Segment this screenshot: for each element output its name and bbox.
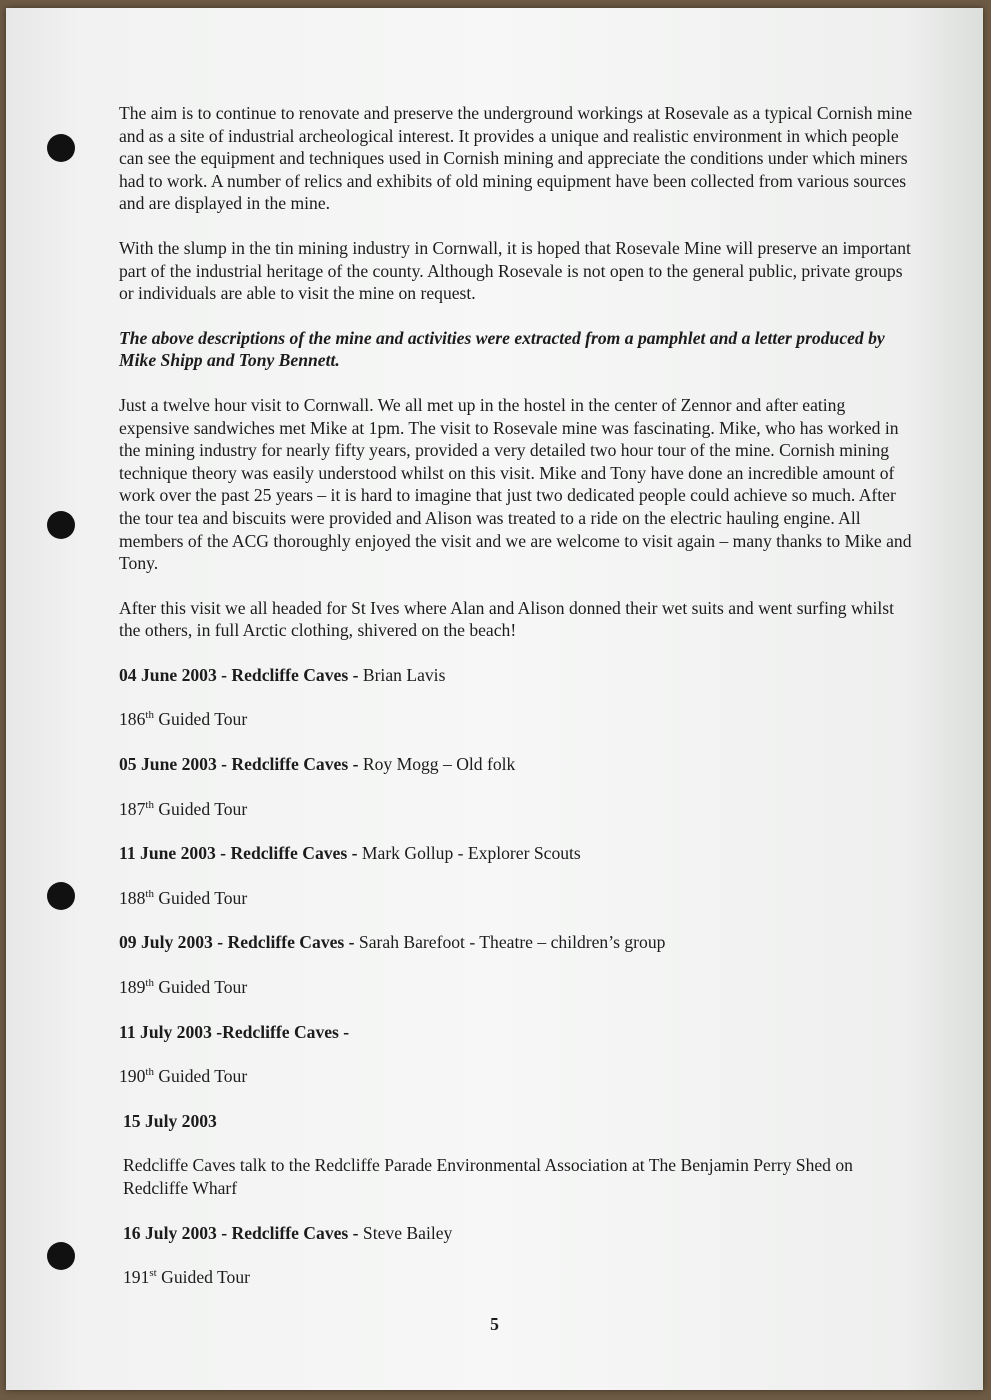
tour-suffix: th xyxy=(145,1066,154,1079)
entry-heading xyxy=(119,1222,919,1245)
tour-suffix: st xyxy=(149,1267,157,1280)
entry-date-title: 05 June 2003 - Redcliffe Caves - xyxy=(119,754,359,775)
punch-hole xyxy=(47,511,75,539)
talk-description: Redcliffe Caves talk to the Redcliffe Parade Environmental Association at The Benjamin Perry Shed on Redcliffe Wharf xyxy=(123,1155,853,1198)
tour-line xyxy=(119,708,919,731)
tour-suffix: th xyxy=(145,798,154,811)
entry-heading xyxy=(119,753,919,776)
paragraph-slump: With the slump in the tin mining industry in Cornwall, it is hoped that Rosevale Mine will preserve an important part of the industrial heritage of the county. Although Rosevale is not open to the general public, private groups or individuals are able to visit the mine on request. xyxy=(119,237,911,304)
paragraph-visit: Just a twelve hour visit to Cornwall. We all met up in the hostel in the center of Zennor and after eating expensive sandwiches met Mike at 1pm. The visit to Rosevale mine was fascinating. Mike, who has worked in the mining industry for nearly fifty years, provided a very detailed two hour tour of the mine. Cornish mining technique theory was easily understood whilst on this visit. Mike and Tony have done an incredible amount of work over the past 25 years – it is hard to imagine that just two dedicated people could achieve so much. After the tour tea and biscuits were provided and Alison was treated to a ride on the electric hauling engine. All members of the ACG thoroughly enjoyed the visit and we are welcome to visit again – many thanks to Mike and Tony. xyxy=(119,394,912,574)
tour-label: Guided Tour xyxy=(153,887,248,908)
document-body xyxy=(119,102,919,1311)
entry-date-title: 04 June 2003 - Redcliffe Caves - xyxy=(119,664,359,685)
entry-detail: Brian Lavis xyxy=(358,664,446,685)
tour-number: 186 xyxy=(119,709,146,730)
talk-date: 15 July 2003 xyxy=(123,1110,217,1131)
entry-heading xyxy=(119,1021,919,1044)
entry-heading xyxy=(119,664,919,687)
tour-number: 190 xyxy=(119,1066,146,1087)
tour-line xyxy=(119,1065,919,1088)
entry-date-title: 11 July 2003 -Redcliffe Caves - xyxy=(119,1021,350,1042)
tour-number: 189 xyxy=(119,977,146,998)
tour-line xyxy=(119,887,919,910)
entry-detail: Mark Gollup - Explorer Scouts xyxy=(357,843,581,864)
tour-label: Guided Tour xyxy=(153,709,248,730)
punch-hole xyxy=(47,1242,75,1270)
tour-number: 188 xyxy=(119,887,146,908)
tour-suffix: th xyxy=(145,977,154,990)
entry-detail: Sarah Barefoot - Theatre – children’s group xyxy=(354,932,666,953)
tour-label: Guided Tour xyxy=(153,798,248,819)
entry-detail: Roy Mogg – Old folk xyxy=(358,754,516,775)
entry-heading xyxy=(119,931,919,954)
paragraph-source-note: The above descriptions of the mine and activities were extracted from a pamphlet and a letter produced by Mike Shipp and Tony Bennett. xyxy=(119,327,885,371)
tour-number: 187 xyxy=(119,798,146,819)
tour-number: 191 xyxy=(123,1267,150,1288)
entry-date-title: 16 July 2003 - Redcliffe Caves - xyxy=(123,1222,359,1243)
punch-hole xyxy=(47,882,75,910)
paragraph-st-ives: After this visit we all headed for St Ives where Alan and Alison donned their wet suits and went surfing whilst the others, in full Arctic clothing, shivered on the beach! xyxy=(119,597,894,641)
tour-suffix: th xyxy=(145,887,154,900)
entry-date-title: 11 June 2003 - Redcliffe Caves - xyxy=(119,843,358,864)
tour-line xyxy=(119,1266,919,1289)
tour-suffix: th xyxy=(145,709,154,722)
tour-label: Guided Tour xyxy=(153,1066,248,1087)
paper-page xyxy=(6,8,983,1390)
entry-date-title: 09 July 2003 - Redcliffe Caves - xyxy=(119,932,355,953)
entry-detail: Steve Bailey xyxy=(358,1222,453,1243)
tour-line xyxy=(119,976,919,999)
page-number: 5 xyxy=(490,1314,499,1334)
punch-hole xyxy=(47,134,75,162)
tour-label: Guided Tour xyxy=(156,1267,250,1288)
paragraph-aim: The aim is to continue to renovate and preserve the underground workings at Rosevale as a typical Cornish mine and as a site of industrial archeological interest. It provides a unique and realistic environment in which people can see the equipment and techniques used in Cornish mining and appreciate the conditions under which miners had to work. A number of relics and exhibits of old mining equipment have been collected from various sources and are displayed in the mine. xyxy=(119,103,913,214)
tour-label: Guided Tour xyxy=(153,977,248,998)
entry-heading xyxy=(119,842,919,865)
talk-heading xyxy=(119,1110,919,1133)
tour-line xyxy=(119,798,919,821)
